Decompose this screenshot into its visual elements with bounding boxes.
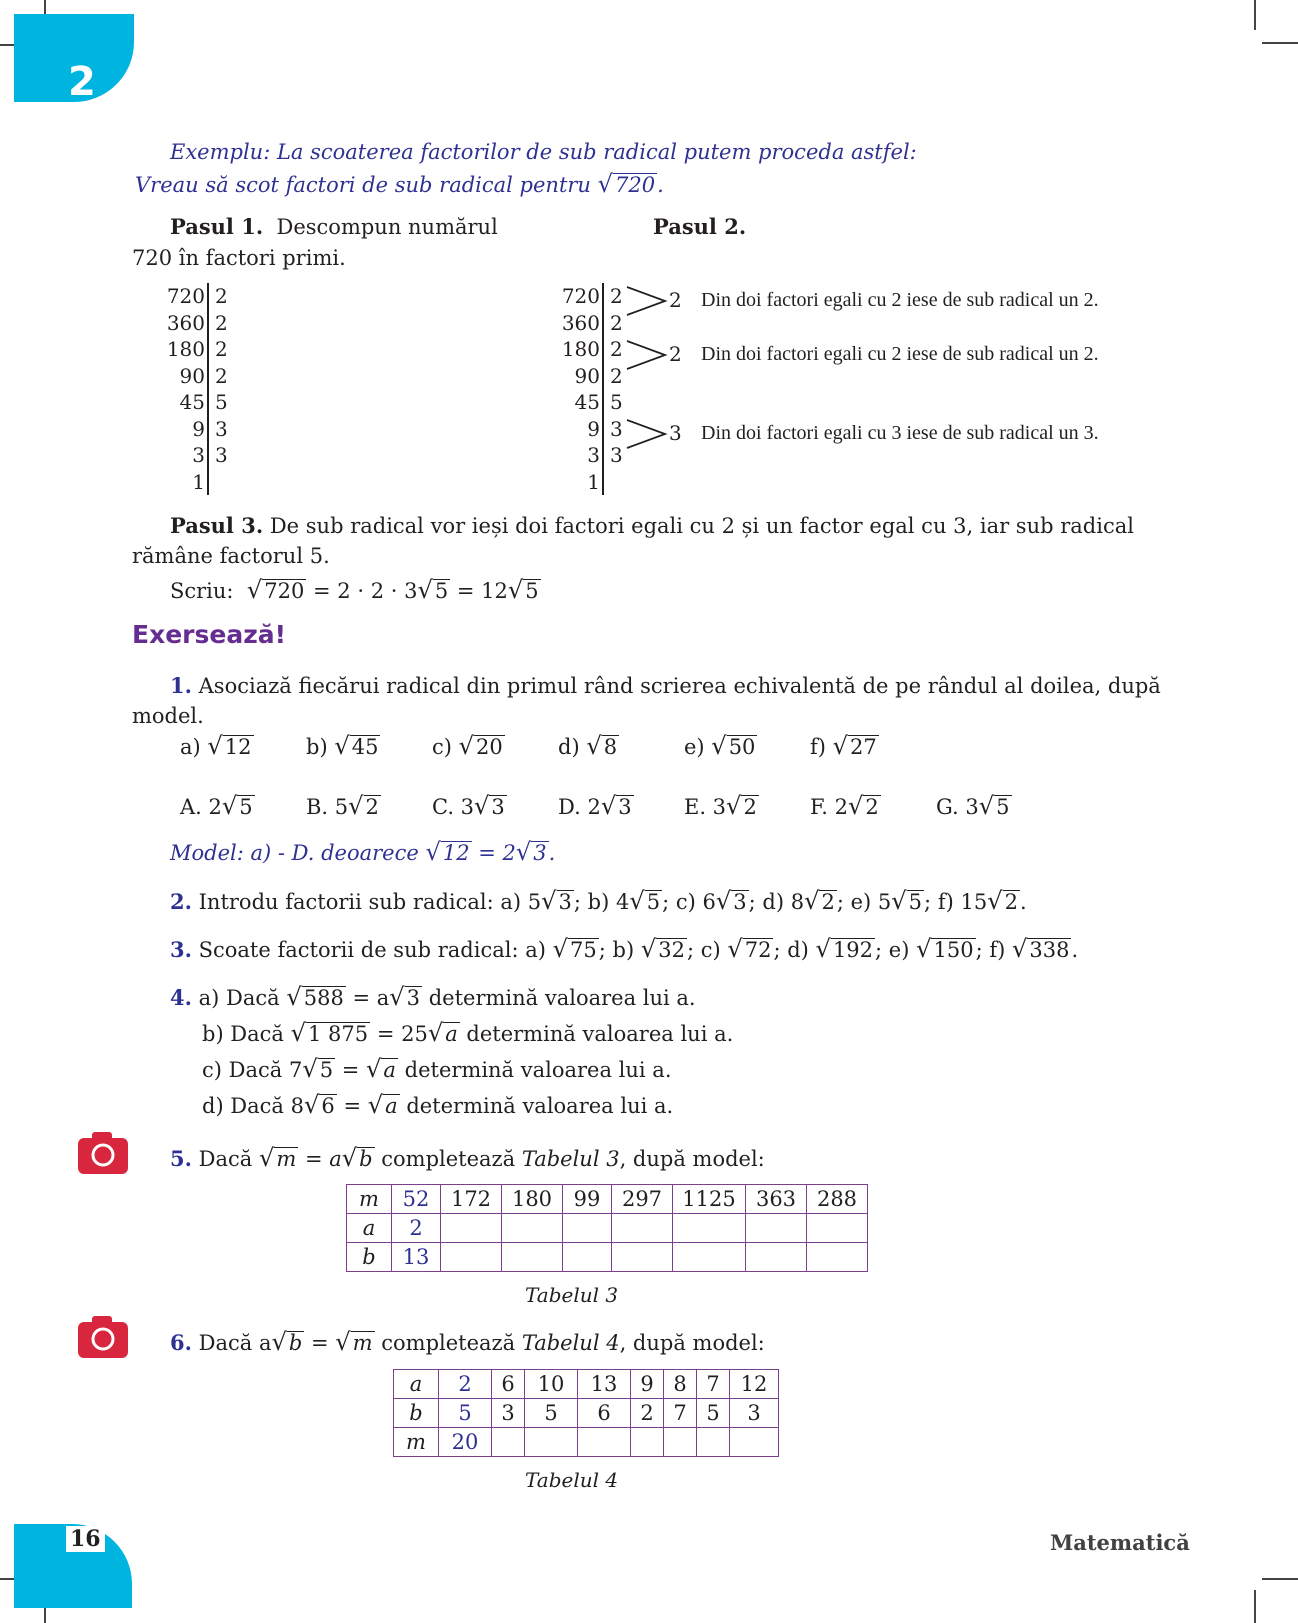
factor-row [560,416,623,443]
step3-line-a: Pasul 3. De sub radical vor ieși doi factori egali cu 2 și un factor egal cu 3, iar sub radical [170,513,1134,538]
step1-line-a: Pasul 1. Descompun numărul [170,214,498,239]
separator: ; [875,938,889,962]
sqrt-sign: √ [348,792,364,820]
table-row-header: b [347,1243,392,1272]
separator: ; [924,890,938,914]
item-letter: b) 4 [587,890,630,914]
factor-row [165,283,228,310]
chapter-number: 2 [68,59,96,105]
ex2-item [850,887,938,915]
group-factor: 3 [669,421,682,445]
sqrt-sign: √ [207,732,223,760]
ex1-answer [810,792,881,821]
factor-divisor: 2 [610,337,623,361]
radicand: 5 [908,890,923,914]
ex4-c: c) Dacă 7√5 = √a determină valoarea lui a. [202,1055,672,1083]
sqrt-sign: √ [552,935,568,963]
exerseaza-heading: Exersează! [132,620,287,649]
table-cell: 297 [612,1185,673,1214]
crop-mark [1262,42,1298,44]
table-cell [502,1214,563,1243]
ex2-item [500,887,588,915]
separator: . [1071,938,1079,962]
item-letter: d) [558,735,587,759]
ex1-radical [306,732,380,761]
table-row [347,1243,868,1272]
table-row-header: a [347,1214,392,1243]
crop-mark [1262,1578,1298,1580]
table-row [394,1370,779,1399]
item-letter: e) [684,735,712,759]
table-3 [346,1184,868,1272]
table-cell [807,1243,868,1272]
item-letter: b) [612,938,641,962]
radicand: 2 [365,795,379,819]
table-cell [578,1428,631,1457]
table-cell: 3 [492,1399,525,1428]
radicand: 12 [224,735,252,759]
sqrt-sign: √ [815,935,831,963]
factor-quotient: 9 [587,416,600,441]
sqrt-sign: √ [474,792,490,820]
item-letter: A. 2 [180,795,222,819]
factor-row [560,336,623,363]
table-cell [441,1243,502,1272]
radicand: 50 [728,735,756,759]
sqrt-sign: √ [916,935,932,963]
factor-quotient: 90 [574,363,600,388]
factor-quotient: 45 [574,390,600,414]
group-explanation: Din doi factori egali cu 3 iese de sub radical un 3. [701,422,1099,444]
factor-quotient: 180 [561,337,600,361]
factor-divisor: 3 [610,416,623,441]
ex1-radical [180,732,254,761]
item-letter: a) [525,938,553,962]
item-letter: B. 5 [306,795,349,819]
radicand: 2 [865,795,879,819]
bracket-icon [625,283,669,319]
factor-divisor: 3 [215,416,228,441]
table-row [394,1399,779,1428]
radicand: 3 [558,890,572,914]
step1-line-b: 720 în factori primi. [132,246,346,270]
table-4 [393,1369,779,1457]
radicand: 5 [239,795,253,819]
ex4-a: 4. a) Dacă √588 = a√3 determină valoarea lui a. [170,983,696,1011]
factor-row [560,442,623,469]
table-cell [730,1428,779,1457]
table-cell: 8 [664,1370,697,1399]
table-3-caption: Tabelul 3 [525,1283,619,1307]
step3-line-b: rămâne factorul 5. [132,544,330,568]
factorization-left [165,283,228,495]
table-row-header: b [394,1399,439,1428]
radicand: 5 [996,795,1010,819]
table-cell [563,1214,612,1243]
sqrt-sign: √ [221,792,238,820]
ex3-item [888,935,990,963]
ex1-model: Model: a) - D. deoarece √12 = 2√3. [170,838,556,866]
sqrt-sign: √ [726,792,742,820]
ex2-line: 2. Introdu factorii sub radical: a) 5√3; b) 4√5; c) 6√3; d) 8√2; e) 5√5; f) 15√2. [170,887,1027,915]
sqrt-sign: √ [848,792,864,820]
factor-quotient: 90 [179,363,205,388]
ex3-item [989,935,1079,963]
factor-divisor: 3 [610,443,623,467]
sqrt-sign: √ [334,732,350,760]
factor-quotient: 3 [192,443,205,467]
separator: ; [662,890,676,914]
table-row [347,1214,868,1243]
table-cell [746,1243,807,1272]
radicand: 8 [603,735,618,759]
separator: ; [686,938,701,962]
step3-equation: Scriu: √720 = 2 · 2 · 3√5 = 12√5 [170,576,539,604]
item-letter: e) 5 [850,890,892,914]
table-cell: 52 [392,1185,441,1214]
radicand: 3 [618,795,632,819]
factor-quotient: 360 [561,310,600,335]
factor-row [165,310,228,337]
table-cell: 5 [697,1399,730,1428]
factor-row [560,283,623,310]
factor-divisor: 3 [215,443,228,467]
radicand: 2 [743,795,757,819]
item-letter: c) [700,938,728,962]
table-cell [631,1428,664,1457]
table-cell: 3 [730,1399,779,1428]
radicand: 32 [658,938,685,962]
factor-quotient: 180 [166,337,205,361]
bracket-icon [625,416,669,452]
table-row-header: a [394,1370,439,1399]
table-cell: 172 [441,1185,502,1214]
factor-row [560,389,623,416]
table-cell: 2 [631,1399,664,1428]
factor-row [165,416,228,443]
radicand: 72 [744,938,772,962]
table-cell: 13 [578,1370,631,1399]
table-cell: 99 [563,1185,612,1214]
table-cell: 1125 [673,1185,746,1214]
table-cell [525,1428,578,1457]
ex3-item [787,935,889,963]
factor-divisor: 2 [610,363,623,388]
table-row [394,1428,779,1457]
separator: ; [598,938,613,962]
table-cell [746,1214,807,1243]
ex1-answer [306,792,381,821]
factor-row [165,442,228,469]
factor-quotient: 1 [192,469,205,494]
group-factor: 2 [669,288,682,312]
ex5-line: 5. Dacă √m = a√b completează Tabelul 3, după model: [170,1144,765,1172]
item-letter: f) [810,735,833,759]
item-letter: E. 3 [684,795,727,819]
ex3-item [612,935,701,963]
factor-row [165,336,228,363]
page-number: 16 [66,1526,105,1552]
group-explanation: Din doi factori egali cu 2 iese de sub radical un 2. [701,289,1099,311]
item-letter: G. 3 [936,795,979,819]
table-cell: 6 [578,1399,631,1428]
ex2-item [675,887,763,915]
ex1-radical [684,732,757,761]
table-cell [612,1214,673,1243]
example-line-2: Vreau să scot factori de sub radical pentru √720. [135,170,664,198]
sqrt-sign: √ [727,935,743,963]
item-letter: b) [306,735,335,759]
factor-row [165,469,228,496]
table-cell: 5 [439,1399,492,1428]
step2-label: Pasul 2. [653,214,747,239]
radicand: 3 [491,795,505,819]
factor-quotient: 9 [192,416,205,441]
group-factor: 2 [669,342,682,366]
sqrt-sign: √ [629,887,645,915]
radicand: 150 [933,938,974,962]
sqrt-sign: √ [832,732,849,760]
table-cell [502,1243,563,1272]
factor-divisor: 2 [215,337,228,361]
sqrt-sign: √ [458,732,475,760]
item-letter: f) 15 [937,890,988,914]
table-cell: 363 [746,1185,807,1214]
chapter-tab [14,14,134,105]
crop-mark [1254,0,1256,30]
ex2-item [762,887,851,915]
sqrt-sign: √ [987,887,1003,915]
item-letter: D. 2 [558,795,601,819]
table-cell [441,1214,502,1243]
radicand: 20 [476,735,503,759]
item-letter: a) [180,735,208,759]
table-cell [673,1214,746,1243]
table-cell [612,1243,673,1272]
ex1-answer [558,792,634,821]
sqrt-sign: √ [541,887,557,915]
ex1-answer [180,792,255,821]
radicand: 2 [821,890,835,914]
ex1-answer [684,792,759,821]
table-cell: 180 [502,1185,563,1214]
table-row-header: m [394,1428,439,1457]
separator: ; [975,938,990,962]
factor-divisor: 2 [610,284,623,308]
footer-subject: Matematică [1050,1530,1190,1555]
separator: ; [836,890,851,914]
table-cell: 13 [392,1243,441,1272]
ex1-answer [432,792,507,821]
table-cell [492,1428,525,1457]
sqrt-sign: √ [711,732,727,760]
ex2-item [587,887,676,915]
table-cell [563,1243,612,1272]
separator: ; [573,890,588,914]
ex6-line: 6. Dacă a√b = √m completează Tabelul 4, după model: [170,1328,765,1356]
table-cell: 20 [439,1428,492,1457]
sqrt-sign: √ [586,732,602,760]
camera-icon [78,1314,128,1362]
table-cell: 2 [439,1370,492,1399]
table-cell [697,1428,730,1457]
table-cell: 288 [807,1185,868,1214]
camera-icon [78,1130,128,1178]
item-letter: d) 8 [762,890,805,914]
sqrt-sign: √ [978,792,995,820]
item-letter: d) [787,938,816,962]
crop-mark [1254,1590,1256,1623]
factor-quotient: 45 [179,390,205,414]
sqrt-sign: √ [1011,935,1028,963]
table-cell: 2 [392,1214,441,1243]
item-letter: e) [888,938,917,962]
ex1-text-a: 1. Asociază fiecărui radical din primul rând scrierea echivalentă de pe rândul al doilea, după [170,673,1161,698]
factor-quotient: 360 [166,310,205,335]
item-letter: c) 6 [675,890,716,914]
table-cell [673,1243,746,1272]
table-cell: 7 [697,1370,730,1399]
factor-row [560,363,623,390]
ex3-line: 3. Scoate factorii de sub radical: a) √75; b) √32; c) √72; d) √192; e) √150; f) √338. [170,935,1079,963]
factor-row [165,363,228,390]
table-cell: 10 [525,1370,578,1399]
item-letter: F. 2 [810,795,849,819]
factor-row [560,469,623,496]
radicand: 5 [646,890,661,914]
radicand: 27 [850,735,877,759]
separator: ; [748,890,763,914]
factor-divisor: 2 [215,363,228,388]
factor-divisor: 2 [215,284,228,308]
factor-divisor: 5 [215,390,228,414]
factorization-right [560,283,623,495]
separator: . [1019,890,1027,914]
ex2-item [937,887,1027,915]
item-letter: f) [989,938,1012,962]
example-line-1: Exemplu: La scoaterea factorilor de sub radical putem proceda astfel: [170,140,917,164]
table-row-header: m [347,1185,392,1214]
factor-quotient: 1 [587,469,600,494]
factor-row [165,389,228,416]
sqrt-sign: √ [715,887,732,915]
factor-quotient: 720 [166,284,205,308]
radicand: 3 [733,890,747,914]
ex1-answer [936,792,1012,821]
item-letter: c) [432,735,459,759]
sqrt-sign: √ [804,887,820,915]
factor-row [560,310,623,337]
table-row [347,1185,868,1214]
factor-divisor: 2 [610,310,623,335]
table-cell [807,1214,868,1243]
group-explanation: Din doi factori egali cu 2 iese de sub radical un 2. [701,343,1099,365]
factor-quotient: 720 [561,284,600,308]
factor-divisor: 2 [215,310,228,335]
ex3-item [525,935,613,963]
ex4-b: b) Dacă √1 875 = 25√a determină valoarea lui a. [202,1019,734,1047]
item-letter: C. 3 [432,795,475,819]
radicand: 338 [1029,938,1070,962]
ex1-radical [558,732,619,761]
table-cell: 5 [525,1399,578,1428]
table-cell: 6 [492,1370,525,1399]
separator: ; [773,938,788,962]
factor-quotient: 3 [587,443,600,467]
radicand: 2 [1004,890,1018,914]
radicand: 75 [570,938,597,962]
ex3-item [700,935,788,963]
bracket-icon [625,337,669,373]
ex1-radical [432,732,505,761]
ex4-d: d) Dacă 8√6 = √a determină valoarea lui a. [202,1091,674,1119]
sqrt-sign: √ [891,887,907,915]
sqrt-sign: √ [640,935,657,963]
table-4-caption: Tabelul 4 [525,1468,619,1492]
radicand: 192 [832,938,874,962]
table-cell [664,1428,697,1457]
table-cell: 9 [631,1370,664,1399]
factor-divisor: 5 [610,390,623,414]
ex1-radical [810,732,879,761]
table-cell: 12 [730,1370,779,1399]
radicand: 45 [351,735,379,759]
table-cell: 7 [664,1399,697,1428]
sqrt-sign: √ [600,792,617,820]
item-letter: a) 5 [500,890,542,914]
ex1-text-b: model. [132,704,204,728]
